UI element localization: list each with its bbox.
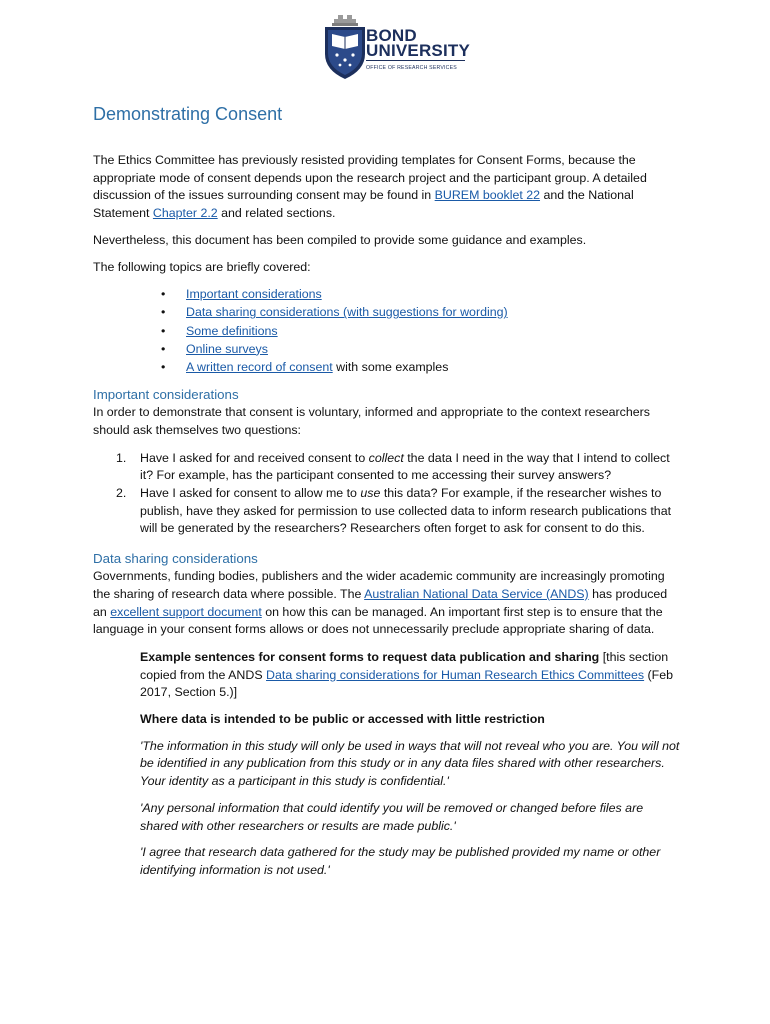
topic-link-written-record[interactable]: A written record of consent <box>186 360 333 375</box>
quote-paragraph: 'The information in this study will only be used in ways that will not reveal who you are. You will not be identified in any publication from this study or in any data files shared with other researchers. Your identity as a participant in this study is confidential.' <box>140 738 680 789</box>
bullet-icon: • <box>161 360 166 375</box>
sharing-text-2: has produced an <box>93 586 668 619</box>
intro-paragraph <box>93 152 683 223</box>
list-item <box>161 358 683 376</box>
q2-text-a: Have I asked for consent to allow me to <box>140 486 361 501</box>
public-data-heading: Where data is intended to be public or accessed with little restriction <box>140 712 545 727</box>
intro-text-1: The Ethics Committee has previously resisted providing templates for Consent Forms, because the appropriate mode of consent depends upon the research project and the participant group. A detailed discussion of the issues surrounding consent may be found in <box>93 153 647 203</box>
logo-line-university: UNIVERSITY <box>366 41 471 60</box>
data-sharing-paragraph <box>93 568 683 639</box>
item-number: 1. <box>116 450 127 465</box>
logo-rule <box>366 60 465 61</box>
bullet-icon: • <box>161 287 166 302</box>
q2-text-b: this data? For example, if the researcher wishes to publish, have they asked for permission to use collected data to inform research publications that will be generated by the researchers? Researchers often forget to ask for consent to do this. <box>140 486 672 536</box>
list-item <box>161 322 683 340</box>
guidance-paragraph: Nevertheless, this document has been compiled to provide some guidance and examples. <box>93 232 587 247</box>
example-intro-paragraph <box>140 649 683 702</box>
intro-text-2: and the National Statement <box>93 188 634 221</box>
bullet-icon: • <box>161 341 166 356</box>
burem-booklet-link[interactable]: BUREM booklet 22 <box>434 188 541 203</box>
sharing-text-3: on how this can be managed. An important first step is to ensure that the language in your consent forms allows or does not unnecessarily preclude appropriate sharing of data. <box>93 604 663 637</box>
example-text-2: (Feb 2017, Section 5.)] <box>140 667 674 700</box>
list-item <box>116 485 683 538</box>
university-crest-icon <box>322 14 368 80</box>
example-text-1: [this section copied from the ANDS <box>140 649 669 682</box>
chapter-link[interactable]: Chapter 2.2 <box>152 206 218 221</box>
heading-data-sharing: Data sharing considerations <box>93 551 258 567</box>
topic-link-important[interactable]: Important considerations <box>186 287 322 302</box>
logo-line-office: OFFICE OF RESEARCH SERVICES <box>366 65 457 71</box>
topic-link-definitions[interactable]: Some definitions <box>186 323 278 338</box>
important-paragraph: In order to demonstrate that consent is voluntary, informed and appropriate to the context researchers should ask themselves two questions: <box>93 405 650 437</box>
bullet-icon: • <box>161 323 166 338</box>
q1-emphasis: collect <box>368 450 404 465</box>
ands-guidance-link[interactable]: Data sharing considerations for Human Research Ethics Committees <box>266 667 645 682</box>
questions-list <box>93 450 683 539</box>
topic-link-online-surveys[interactable]: Online surveys <box>186 341 268 356</box>
topics-lead-paragraph: The following topics are briefly covered: <box>93 259 311 274</box>
topic-link-data-sharing[interactable]: Data sharing considerations (with suggestions for wording) <box>186 305 508 320</box>
ands-link[interactable]: Australian National Data Service (ANDS) <box>364 586 589 601</box>
list-item <box>161 285 683 303</box>
logo-line-bond: BOND <box>366 26 417 45</box>
q1-text-b: the data I need in the way that I intend to collect it? For example, has the participant consented to me accessing their survey answers? <box>140 450 670 483</box>
intro-text-3: and related sections. <box>217 206 336 221</box>
quote-paragraph: 'I agree that research data gathered for the study may be published provided my name or other identifying information is not used.' <box>140 845 661 877</box>
topic-suffix: with some examples <box>332 360 449 375</box>
list-item <box>161 303 683 321</box>
bond-university-logo <box>322 14 472 82</box>
item-number: 2. <box>116 486 127 501</box>
list-item <box>161 340 683 358</box>
q2-emphasis: use <box>360 486 381 501</box>
document-body <box>93 100 683 880</box>
logo-wordmark <box>366 28 476 71</box>
example-bold-text: Example sentences for consent forms to request data publication and sharing <box>140 649 600 664</box>
page-title: Demonstrating Consent <box>93 104 283 124</box>
list-item <box>116 450 683 485</box>
topics-list <box>93 285 683 376</box>
sharing-text-1: Governments, funding bodies, publishers and the wider academic community are increasingly promoting the sharing of research data where possible. The <box>93 569 665 601</box>
bullet-icon: • <box>161 305 166 320</box>
heading-important-considerations: Important considerations <box>93 387 239 403</box>
support-document-link[interactable]: excellent support document <box>110 604 262 619</box>
quote-paragraph: 'Any personal information that could identify you will be removed or changed before files are shared with other researchers or results are made public.' <box>140 800 644 833</box>
q1-text-a: Have I asked for and received consent to <box>140 450 369 465</box>
